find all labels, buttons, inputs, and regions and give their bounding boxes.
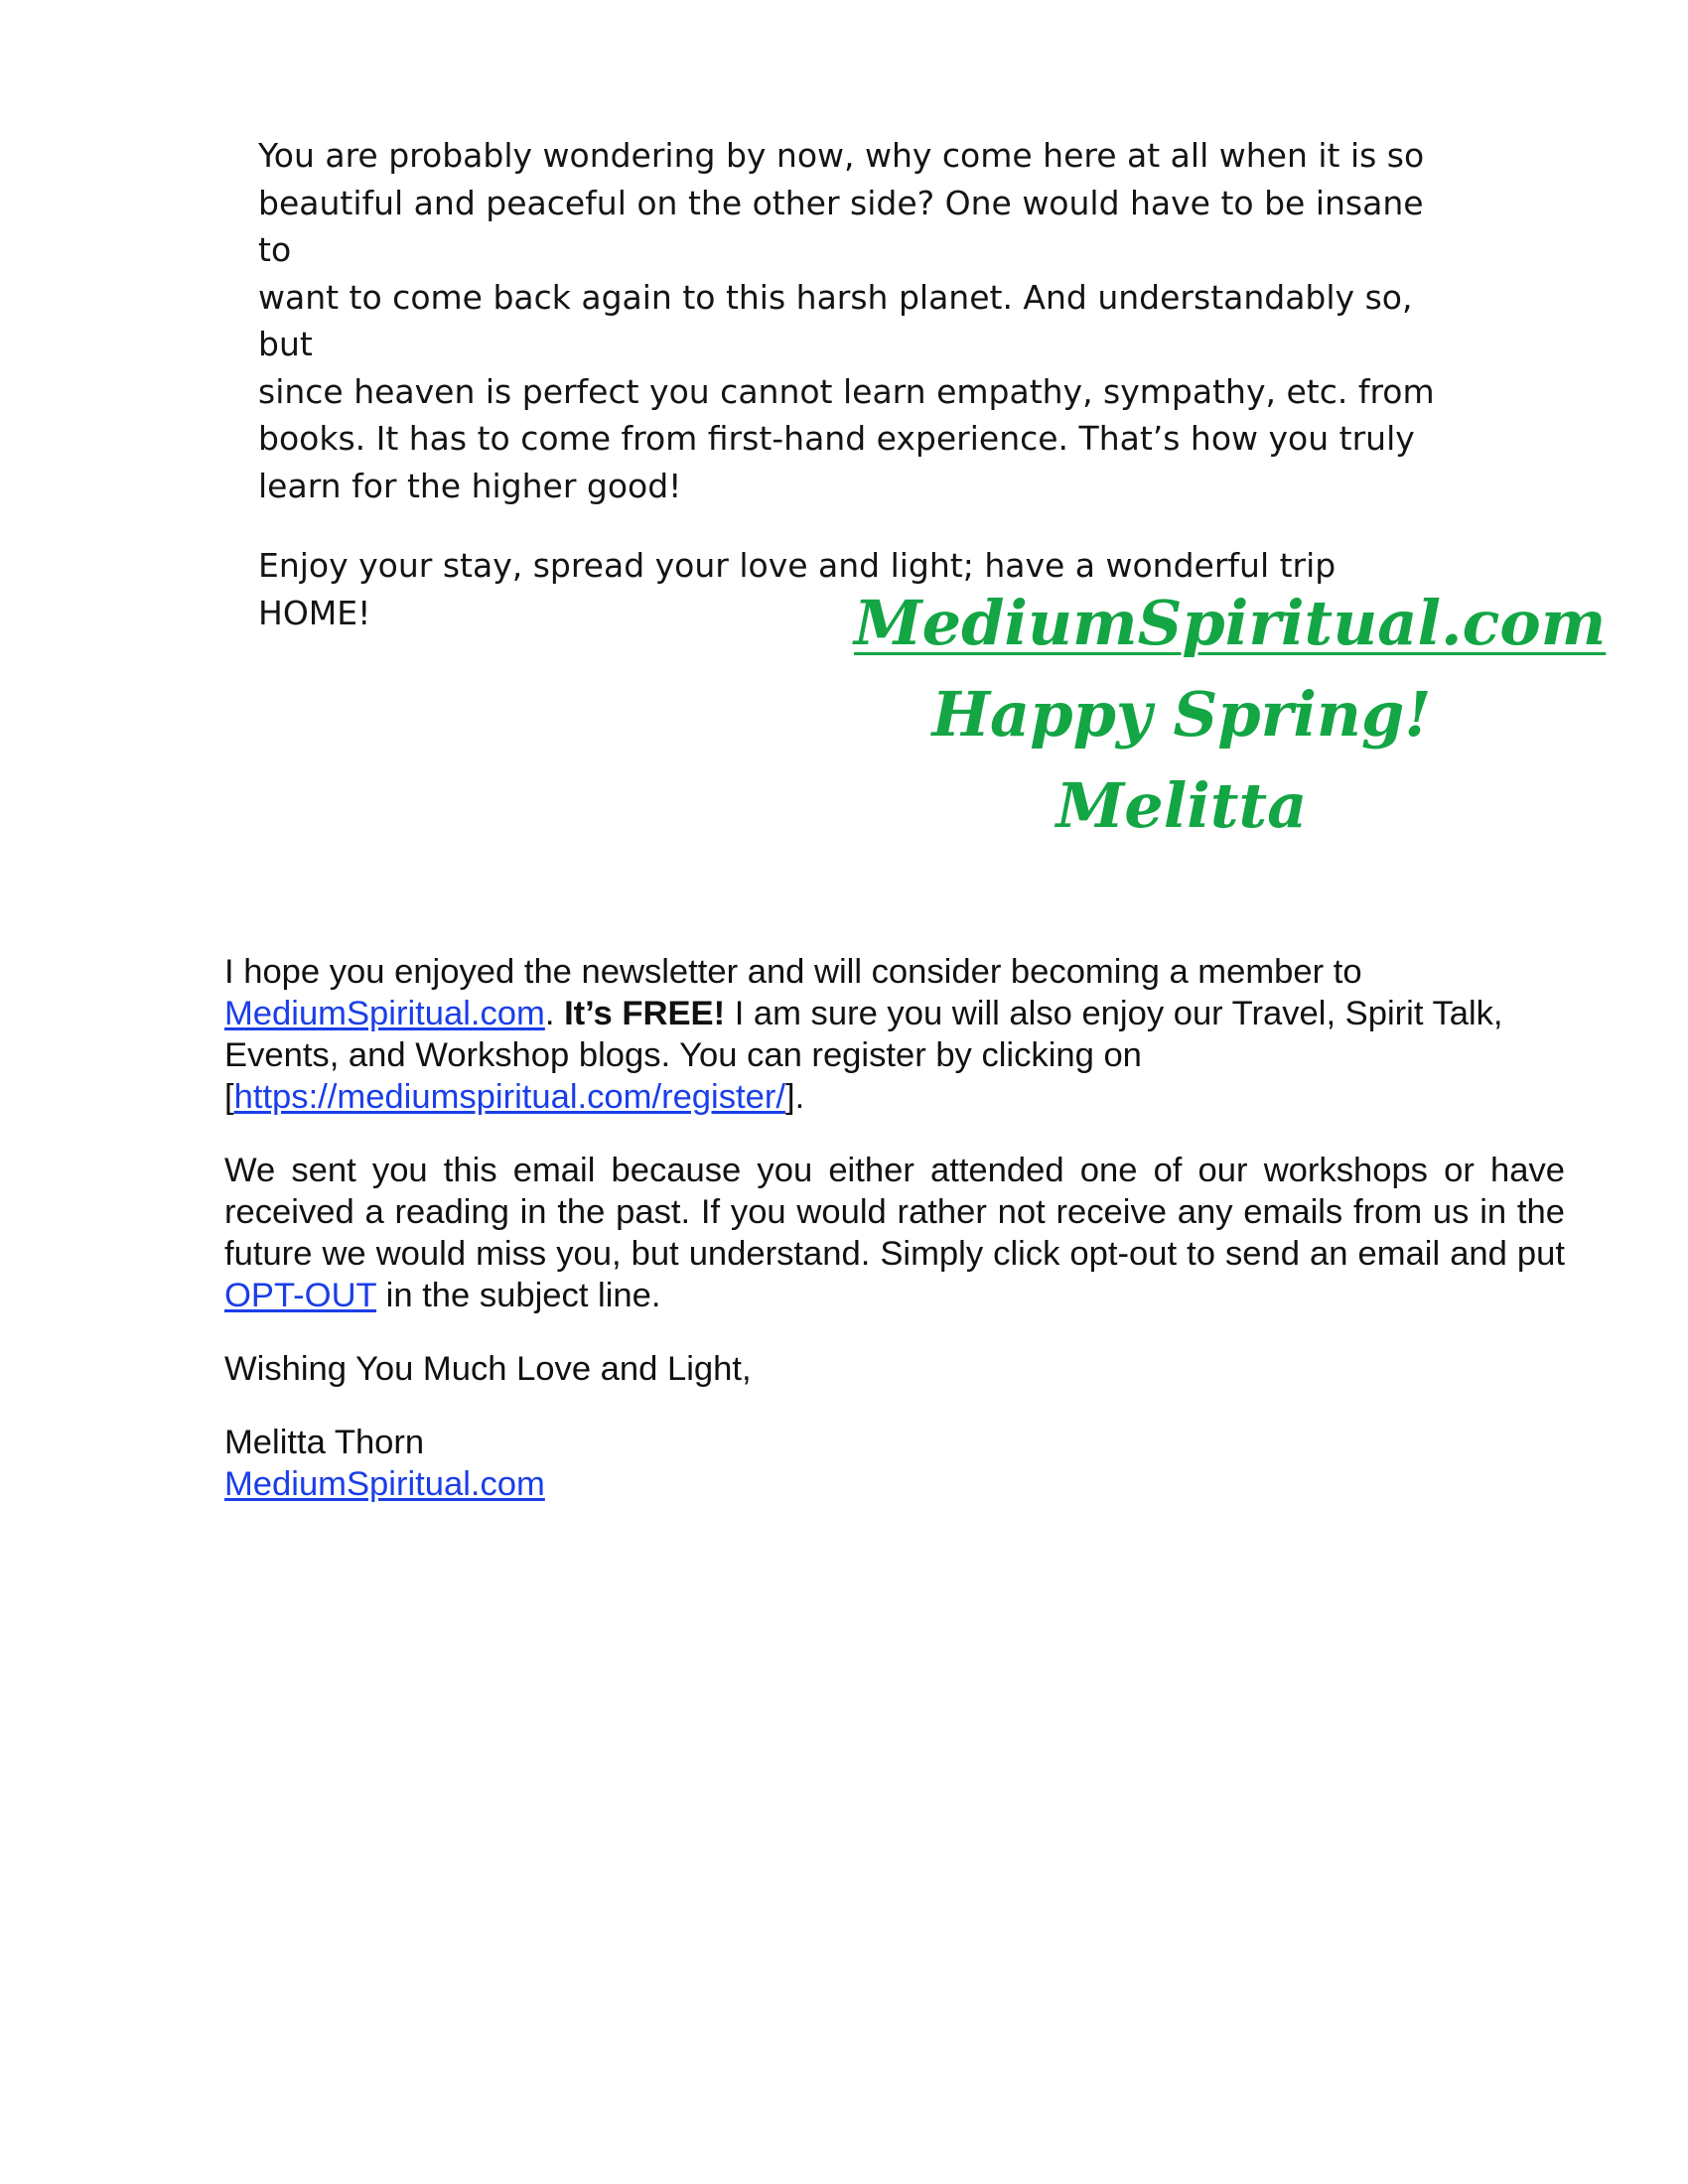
- closing-line: Wishing You Much Love and Light,: [224, 1350, 752, 1388]
- article-line: learn for the higher good!: [258, 466, 682, 505]
- footer-text: ].: [784, 1078, 805, 1116]
- article-line: You are probably wondering by now, why come here at all when it is so: [258, 136, 1425, 175]
- author-name: Melitta Thorn: [224, 1424, 425, 1461]
- author-site-link[interactable]: MediumSpiritual.com: [224, 1465, 545, 1503]
- site-link[interactable]: MediumSpiritual.com: [224, 995, 545, 1032]
- article-line: want to come back again to this harsh planet. And understandably so, but: [258, 277, 1413, 363]
- register-link[interactable]: https://mediumspiritual.com/register/: [233, 1078, 785, 1116]
- footer-text: .: [544, 995, 565, 1032]
- opt-out-link[interactable]: OPT-OUT: [224, 1277, 377, 1314]
- footer-text: We sent you this email because you either attended one of our workshops or have received a reading in the past. If you would rather not receive any emails from us in the future we would miss you, but understand. Simply click opt-out to send an email and put: [224, 1152, 1565, 1273]
- article-line: books. It has to come from first-hand experience. That’s how you truly: [258, 419, 1415, 458]
- signature-site-link[interactable]: MediumSpiritual.com: [854, 587, 1607, 659]
- footer-text: [: [224, 1078, 234, 1116]
- signature-greeting: Happy Spring!: [931, 678, 1432, 751]
- footer-paragraph-optout: [224, 1150, 1565, 1316]
- article-paragraph-1: [258, 132, 1450, 509]
- free-highlight: It’s FREE!: [564, 995, 726, 1032]
- footer-text: I am sure you will also enjoy our Travel, Spirit Talk,: [725, 995, 1503, 1032]
- article-paragraph-2: Enjoy your stay, spread your love and light; have a wonderful trip HOME!: [258, 546, 1336, 632]
- article-body: [258, 132, 1450, 636]
- article-line: beautiful and peaceful on the other side? One would have to be insane to: [258, 183, 1424, 269]
- author-block: [224, 1422, 1565, 1505]
- footer-section: [224, 951, 1565, 1505]
- signature-block: [854, 578, 1607, 852]
- signature-name: Melitta: [1055, 769, 1308, 842]
- footer-text: I hope you enjoyed the newsletter and will consider becoming a member to: [224, 953, 1362, 991]
- article-line: since heaven is perfect you cannot learn empathy, sympathy, etc. from: [258, 371, 1435, 411]
- footer-paragraph-membership: [224, 951, 1565, 1118]
- footer-text: in the subject line.: [376, 1277, 661, 1314]
- footer-text: Events, and Workshop blogs. You can register by clicking on: [224, 1036, 1142, 1074]
